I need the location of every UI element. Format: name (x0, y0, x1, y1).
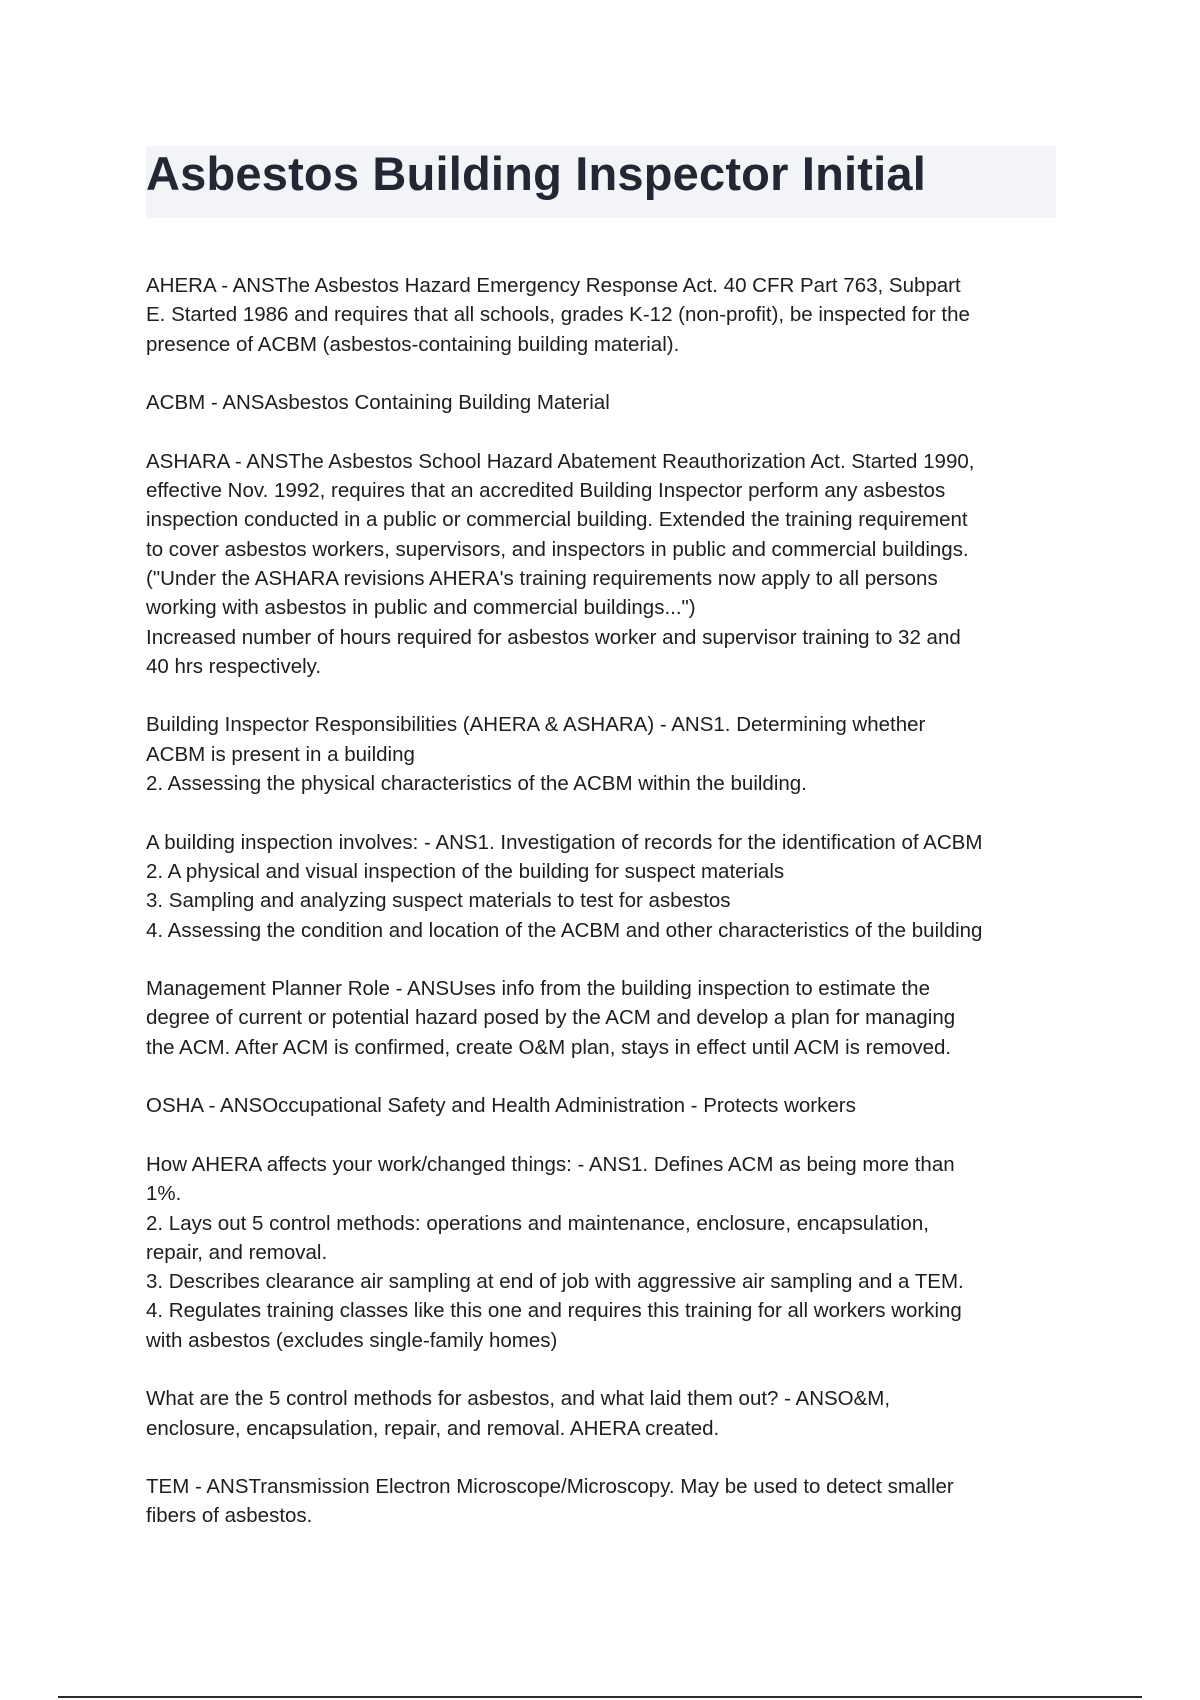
entry-text-line: 3. Describes clearance air sampling at end of job with aggressive air sampling and a TEM. (146, 1270, 964, 1294)
entry-text-line: 2. Lays out 5 control methods: operations and maintenance, enclosure, encapsulation, (146, 1211, 929, 1235)
entry-text-line: E. Started 1986 and requires that all schools, grades K-12 (non-profit), be inspected for the (146, 303, 970, 327)
entry-text-line: OSHA - ANSOccupational Safety and Health Administration - Protects workers (146, 1094, 856, 1118)
flashcard-entry (146, 828, 1066, 945)
entry-text-line: 2. Assessing the physical characteristics of the ACBM within the building. (146, 772, 807, 796)
entry-text-line: TEM - ANSTransmission Electron Microscope/Microscopy. May be used to detect smaller (146, 1475, 954, 1499)
entry-text-line: What are the 5 control methods for asbestos, and what laid them out? - ANSO&M, (146, 1387, 891, 1411)
flashcard-entry (146, 974, 1066, 1062)
entry-text-line: A building inspection involves: - ANS1. Investigation of records for the identification of ACBM (146, 830, 983, 854)
flashcard-entry (146, 447, 1066, 681)
entry-text-line: 3. Sampling and analyzing suspect materials to test for asbestos (146, 889, 731, 913)
entry-text-line: to cover asbestos workers, supervisors, and inspectors in public and commercial buildings. (146, 537, 969, 561)
entry-text-line: inspection conducted in a public or commercial building. Extended the training requirement (146, 508, 968, 532)
entry-text-line: fibers of asbestos. (146, 1504, 313, 1528)
entry-text-line: 1%. (146, 1182, 182, 1206)
flashcard-entry (146, 1150, 1066, 1355)
flashcard-entry (146, 1091, 1066, 1120)
entry-text-line: working with asbestos in public and commercial buildings...") (146, 596, 696, 620)
entry-text-line: Increased number of hours required for asbestos worker and supervisor training to 32 and (146, 625, 961, 649)
entry-text-line: 4. Regulates training classes like this one and requires this training for all workers working (146, 1299, 962, 1323)
entry-text-line: AHERA - ANSThe Asbestos Hazard Emergency Response Act. 40 CFR Part 763, Subpart (146, 274, 961, 297)
entry-text-line: ASHARA - ANSThe Asbestos School Hazard Abatement Reauthorization Act. Started 1990, (146, 449, 975, 473)
entry-text-line: ACBM is present in a building (146, 742, 415, 766)
entry-text-line: repair, and removal. (146, 1240, 328, 1264)
flashcard-entry (146, 1472, 1066, 1531)
flashcard-entry (146, 1384, 1066, 1443)
entry-text-line: degree of current or potential hazard posed by the ACM and develop a plan for managing (146, 1006, 956, 1030)
page-bottom-rule (58, 1696, 1142, 1698)
flashcard-list (146, 271, 1066, 1560)
entry-text-line: presence of ACBM (asbestos-containing building material). (146, 332, 680, 356)
entry-text-line: 2. A physical and visual inspection of the building for suspect materials (146, 859, 785, 883)
document-title: Asbestos Building Inspector Initial (146, 147, 926, 200)
flashcard-entry (146, 710, 1066, 798)
entry-text-line: 4. Assessing the condition and location of the ACBM and other characteristics of the building (146, 918, 983, 942)
entry-text-line: How AHERA affects your work/changed things: - ANS1. Defines ACM as being more than (146, 1152, 955, 1176)
flashcard-entry (146, 271, 1066, 359)
entry-text-line: Building Inspector Responsibilities (AHERA & ASHARA) - ANS1. Determining whether (146, 713, 926, 737)
entry-text-line: enclosure, encapsulation, repair, and removal. AHERA created. (146, 1416, 720, 1440)
entry-text-line: with asbestos (excludes single-family homes) (146, 1328, 558, 1352)
entry-text-line: ACBM - ANSAsbestos Containing Building Material (146, 391, 610, 415)
entry-text-line: the ACM. After ACM is confirmed, create O&M plan, stays in effect until ACM is removed. (146, 1035, 952, 1059)
flashcard-entry (146, 388, 1066, 417)
entry-text-line: effective Nov. 1992, requires that an accredited Building Inspector perform any asbestos (146, 479, 946, 503)
entry-text-line: 40 hrs respectively. (146, 654, 322, 678)
entry-text-line: Management Planner Role - ANSUses info from the building inspection to estimate the (146, 977, 930, 1001)
entry-text-line: ("Under the ASHARA revisions AHERA's training requirements now apply to all persons (146, 566, 938, 590)
